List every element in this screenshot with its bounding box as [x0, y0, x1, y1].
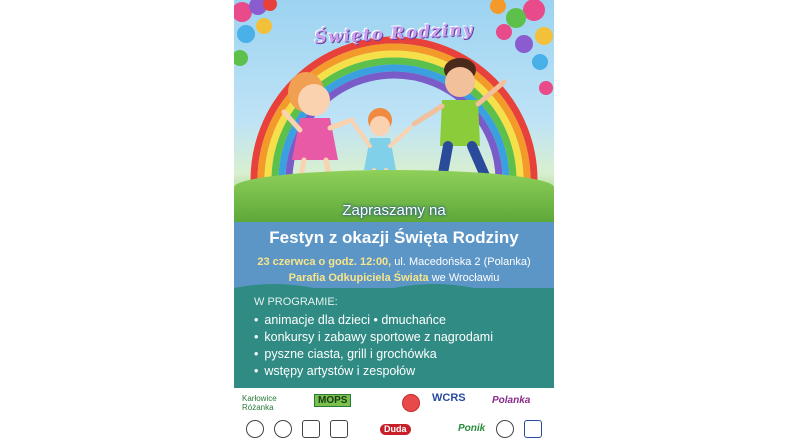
bullet-icon: • [254, 364, 259, 378]
sponsor-emblem-6 [524, 420, 542, 438]
program-item [254, 329, 493, 346]
event-parish: Parafia Odkupiciela Świata [288, 272, 429, 284]
sponsor-logo-duda: Duda [380, 424, 411, 435]
wave-divider [234, 280, 554, 296]
sponsor-emblem-5 [496, 420, 514, 438]
sponsor-emblem-3 [302, 420, 320, 438]
sponsor-emblem-4 [330, 420, 348, 438]
program-item [254, 346, 493, 363]
event-address: ul. Macedońska 2 (Polanka) [391, 256, 531, 268]
sponsor-logo-caritas [402, 394, 420, 412]
scene-title: Święto Rodziny [314, 19, 474, 49]
event-city: we Wrocławiu [428, 272, 500, 284]
program-heading: W PROGRAMIE: [254, 296, 338, 308]
event-date-line [234, 256, 554, 268]
bullet-icon: • [254, 330, 259, 344]
event-info-band [234, 222, 554, 288]
sponsor-logo-polanka: Polanka [492, 395, 531, 406]
sponsor-emblem-1 [246, 420, 264, 438]
illustration-scene [234, 0, 554, 222]
sponsors-strip [234, 388, 554, 445]
program-item-text: konkursy i zabawy sportowe z nagrodami [264, 330, 493, 344]
event-date-time: 23 czerwca o godz. 12:00, [257, 256, 392, 268]
bullet-icon: • [254, 313, 259, 327]
program-item-text: pyszne ciasta, grill i grochówka [264, 347, 437, 361]
event-title: Festyn z okazji Święta Rodziny [269, 228, 519, 247]
sponsor-logo-mops: MOPS [314, 394, 351, 407]
sponsor-logo-karlowice: Karłowice Różanka [242, 394, 277, 412]
program-item-text: wstępy artystów i zespołów [264, 364, 416, 378]
program-item [254, 363, 493, 380]
program-list [254, 312, 493, 380]
program-band [234, 288, 554, 388]
program-item-text: animacje dla dzieci • dmuchańce [264, 313, 446, 327]
sponsor-logo-ponik: Ponik [458, 423, 486, 434]
invite-text: Zapraszamy na [342, 202, 446, 219]
event-poster [234, 0, 554, 445]
bullet-icon: • [254, 347, 259, 361]
sponsor-logo-wcrs: WCRS [432, 392, 466, 404]
program-item [254, 312, 493, 329]
sponsor-emblem-2 [274, 420, 292, 438]
